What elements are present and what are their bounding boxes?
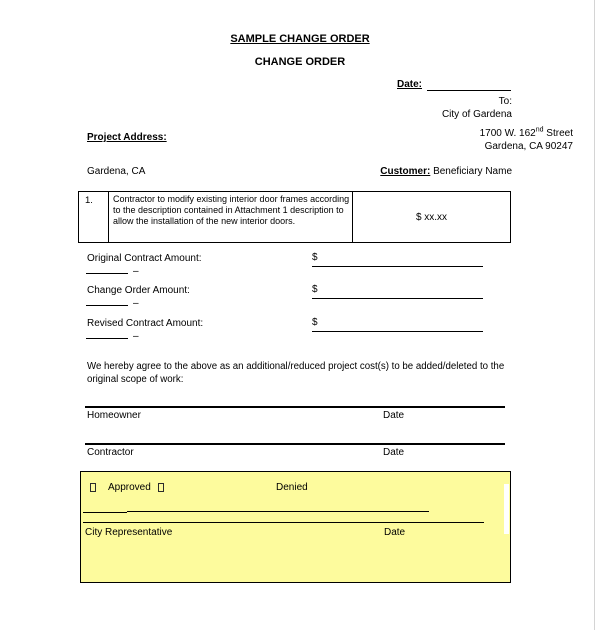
customer-line [280, 165, 512, 178]
date-blank-line[interactable] [427, 78, 511, 91]
stub-line [86, 267, 128, 274]
stub-line [86, 332, 128, 339]
revised-contract-amount-field[interactable]: $ [312, 317, 483, 332]
approved-checkbox-icon[interactable] [90, 483, 96, 492]
original-contract-amount-label: Original Contract Amount: [87, 253, 202, 264]
stub-dash: – [133, 298, 139, 309]
homeowner-date-label: Date [383, 410, 405, 421]
city-representative-date-label: Date [384, 527, 406, 538]
item-amount-cell: $ xx.xx [415, 211, 448, 223]
contractor-label: Contractor [87, 447, 134, 458]
page-edge-line [594, 0, 595, 630]
approved-label: Approved [108, 482, 151, 493]
contractor-date-label: Date [383, 447, 405, 458]
recipient-block [300, 95, 512, 121]
ordinal-superscript: nd [535, 126, 544, 134]
customer-name: Beneficiary Name [433, 166, 512, 177]
approval-blank-line-long[interactable] [127, 505, 429, 512]
change-items-table [78, 191, 511, 243]
document-subtitle: CHANGE ORDER [254, 56, 346, 68]
stub-dash: – [133, 331, 139, 342]
change-order-amount-field[interactable]: $ [312, 284, 483, 299]
homeowner-signature-line[interactable] [85, 406, 505, 408]
to-label: To: [498, 96, 512, 107]
change-order-amount-label: Change Order Amount: [87, 285, 190, 296]
to-name: City of Gardena [441, 109, 512, 120]
original-contract-amount-field[interactable]: $ [312, 252, 483, 267]
city-representative-label: City Representative [85, 527, 173, 538]
stub-dash: – [133, 266, 139, 277]
date-label: Date: [397, 79, 423, 90]
address-city: Gardena, CA 90247 [484, 141, 573, 152]
approval-box [80, 471, 511, 583]
highlight-gap [504, 484, 509, 534]
project-city: Gardena, CA [87, 166, 146, 177]
contractor-signature-line[interactable] [85, 443, 505, 445]
checkbox-glyph-icon[interactable] [158, 483, 164, 492]
city-representative-signature-line[interactable] [83, 516, 484, 523]
project-address-label: Project Address: [87, 132, 167, 143]
denied-label: Denied [276, 482, 308, 493]
item-number-cell: 1. [79, 192, 109, 242]
agreement-text: We hereby agree to the above as an additional/reduced project cost(s) to be added/deleted to the original scope of work: [87, 361, 505, 385]
document-title: SAMPLE CHANGE ORDER [230, 33, 370, 45]
revised-contract-amount-label: Revised Contract Amount: [87, 318, 204, 329]
address-street: 1700 W. 162nd Street [479, 126, 573, 139]
homeowner-label: Homeowner [87, 410, 141, 421]
stub-line [86, 299, 128, 306]
address-block [373, 127, 573, 153]
approval-blank-line-short[interactable] [83, 506, 127, 513]
item-description-cell: Contractor to modify existing interior door frames according to the description contained in Attachment 1 description to allow the installation of the new interior doors. [109, 192, 353, 242]
customer-label: Customer: [380, 166, 431, 177]
